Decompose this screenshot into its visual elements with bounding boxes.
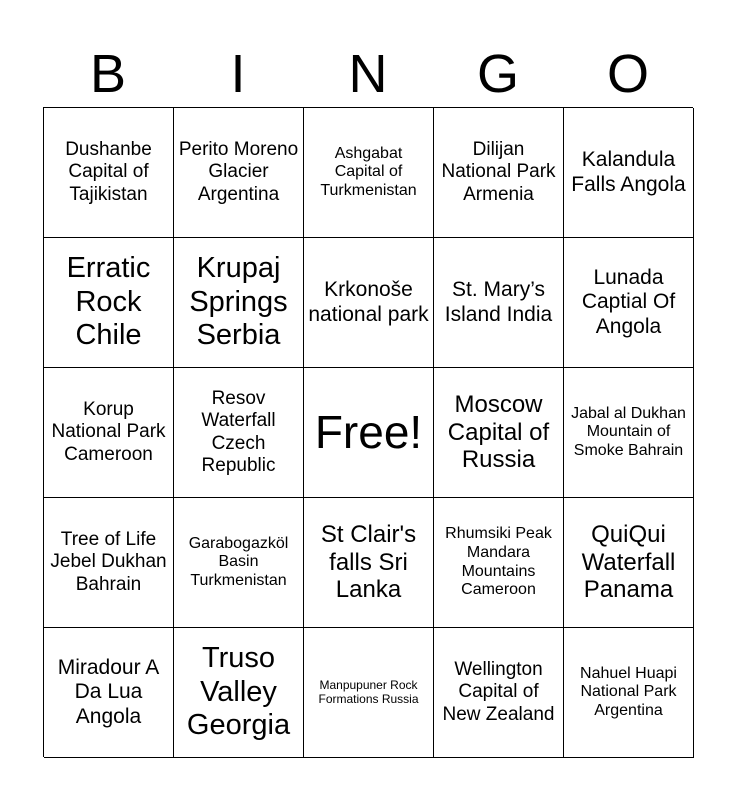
header-letter-i: I xyxy=(230,44,246,104)
header-letter-o: O xyxy=(606,44,649,104)
bingo-cell[interactable]: St Clair's falls Sri Lanka xyxy=(304,498,434,628)
header-letter-b: B xyxy=(89,44,127,104)
bingo-grid xyxy=(43,107,693,757)
bingo-cell[interactable]: Kalandula Falls Angola xyxy=(564,108,694,238)
bingo-cell[interactable]: Moscow Capital of Russia xyxy=(434,368,564,498)
bingo-cell[interactable]: Ashgabat Capital of Turkmenistan xyxy=(304,108,434,238)
bingo-cell[interactable]: QuiQui Waterfall Panama xyxy=(564,498,694,628)
bingo-cell[interactable]: Jabal al Dukhan Mountain of Smoke Bahrain xyxy=(564,368,694,498)
bingo-header xyxy=(43,40,693,108)
header-letter-n: N xyxy=(348,44,388,104)
bingo-cell[interactable]: Krupaj Springs Serbia xyxy=(174,238,304,368)
bingo-cell[interactable]: Tree of Life Jebel Dukhan Bahrain xyxy=(44,498,174,628)
bingo-cell[interactable]: Erratic Rock Chile xyxy=(44,238,174,368)
bingo-cell[interactable]: Resov Waterfall Czech Republic xyxy=(174,368,304,498)
bingo-cell[interactable]: Dushanbe Capital of Tajikistan xyxy=(44,108,174,238)
bingo-cell[interactable]: Krkonoše national park xyxy=(304,238,434,368)
bingo-cell[interactable]: Truso Valley Georgia xyxy=(174,628,304,758)
bingo-cell[interactable]: Rhumsiki Peak Mandara Mountains Cameroon xyxy=(434,498,564,628)
header-letter-g: G xyxy=(476,44,519,104)
bingo-cell[interactable]: Garabogazköl Basin Turkmenistan xyxy=(174,498,304,628)
free-space-cell[interactable]: Free! xyxy=(304,368,434,498)
bingo-cell[interactable]: Perito Moreno Glacier Argentina xyxy=(174,108,304,238)
bingo-cell[interactable]: Miradour A Da Lua Angola xyxy=(44,628,174,758)
bingo-cell[interactable]: Manpupuner Rock Formations Russia xyxy=(304,628,434,758)
bingo-cell[interactable]: Korup National Park Cameroon xyxy=(44,368,174,498)
bingo-cell[interactable]: Lunada Captial Of Angola xyxy=(564,238,694,368)
bingo-cell[interactable]: St. Mary’s Island India xyxy=(434,238,564,368)
bingo-cell[interactable]: Dilijan National Park Armenia xyxy=(434,108,564,238)
bingo-cell[interactable]: Wellington Capital of New Zealand xyxy=(434,628,564,758)
bingo-cell[interactable]: Nahuel Huapi National Park Argentina xyxy=(564,628,694,758)
